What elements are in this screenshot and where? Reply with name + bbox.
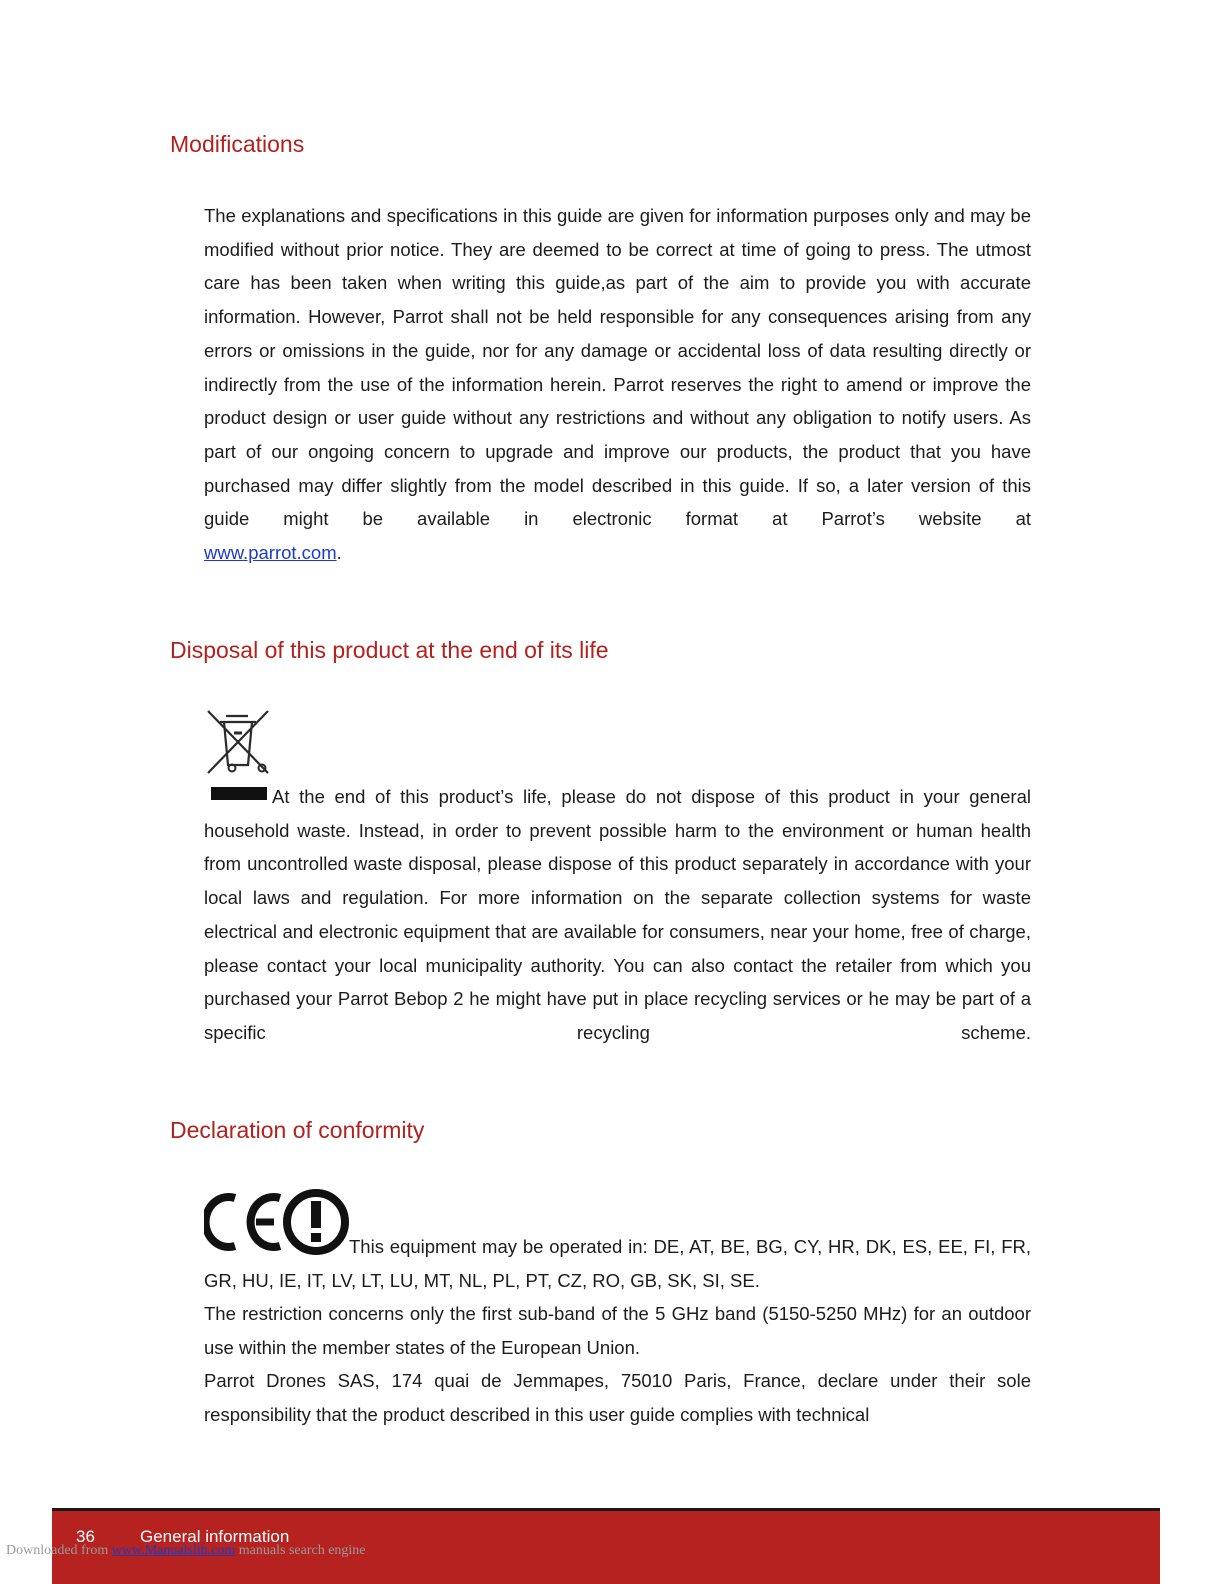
manualslib-link[interactable]: www.Manualslib.com — [111, 1543, 236, 1558]
disposal-heading: Disposal of this product at the end of its life — [170, 637, 609, 663]
download-watermark — [6, 1543, 366, 1559]
disposal-paragraph: At the end of this product’s life, please do not dispose of this product in your general household waste. Instead, in order to prevent possible harm to the environment or human health from uncontrolled waste disposal, please dispose of this product separately in accordance with your local laws and regulation. For more information on the separate collection systems for waste electrical and electronic equipment that are available for consumers, near your home, free of charge, please contact your local municipality authority. You can also contact the retailer from which you purchased your Parrot Bebop 2 he might have put in place recycling services or he may be part of a specific recycling scheme. — [204, 786, 1031, 1043]
link-suffix: . — [336, 542, 342, 564]
modifications-text: The explanations and specifications in this guide are given for information purposes only and may be modified without prior notice. They are deemed to be correct at time of going to press. The utmost care has been taken when writing this guide,as part of the aim to provide you with accurate information. However, Parrot shall not be held responsible for any consequences arising from any errors or omissions in the guide, nor for any damage or accidental loss of data resulting directly or indirectly from the use of the information herein. Parrot reserves the right to amend or improve the product design or user guide without any restrictions and without any obligation to notify users. As part of our ongoing concern to upgrade and improve our products, the product that you have purchased may differ slightly from the model described in this guide. If so, a later version of this guide might be available in electronic format at Parrot’s website at — [204, 205, 1031, 530]
conformity-heading: Declaration of conformity — [170, 1117, 425, 1143]
footer-section-label: General information — [140, 1527, 290, 1546]
page-number: 36 — [76, 1527, 95, 1546]
watermark-prefix: Downloaded from — [6, 1543, 112, 1558]
conformity-countries: This equipment may be operated in: DE, AT, BE, BG, CY, HR, DK, ES, EE, FI, FR, GR, HU, IE, IT, LV, LT, LU, MT, NL, PL, PT, CZ, RO, GB, SK, SI, SE. — [204, 1236, 1031, 1291]
conformity-restriction: The restriction concerns only the first sub-band of the 5 GHz band (5150-5250 MHz) for an outdoor use within the member states of the European Union. — [204, 1303, 1031, 1358]
modifications-paragraph — [204, 199, 1031, 570]
modifications-heading: Modifications — [170, 131, 305, 157]
parrot-website-link[interactable]: www.parrot.com — [204, 542, 337, 564]
watermark-suffix: manuals search engine — [235, 1543, 366, 1558]
conformity-declaration: Parrot Drones SAS, 174 quai de Jemmapes, 75010 Paris, France, declare under their sole responsibility that the product described in this user guide complies with technical — [204, 1370, 1031, 1425]
